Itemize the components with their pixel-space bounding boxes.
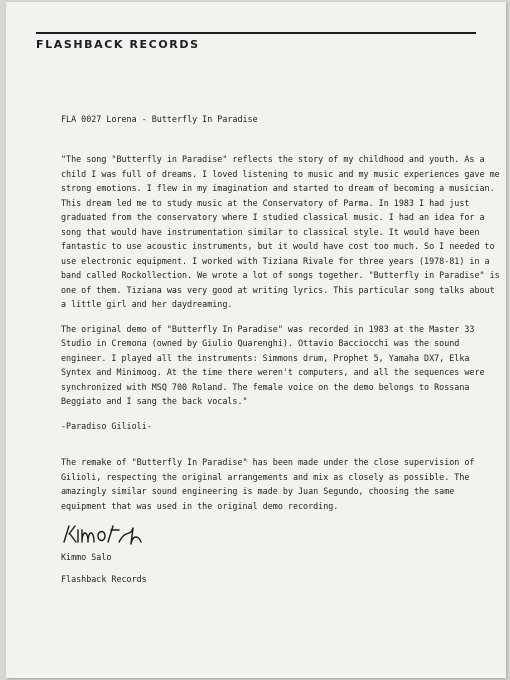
- letter-body: [61, 152, 501, 523]
- signer-name: Kimmo Salo: [61, 552, 112, 562]
- paragraph-quote-part1: "The song "Butterfly in Paradise" reflects the story of my childhood and youth. As a child I was full of dreams. I loved listening to music and my music experiences gave me strong emotions. I flew in my imagination and started to dream of becoming a musician. This dream led me to study music at the Conservatory of Parma. In 1983 I had just graduated from the conservatory where I studied classical music. I had an idea for a song that would have instrumentation similar to classical style. It would have been fantastic to use acoustic instruments, but it would have cost too much. So I needed to use electronic equipment. I worked with Tiziana Rivale for three years (1978-81) in a band called Rockollection. We wrote a lot of songs together. "Butterfly in Paradise" is one of them. Tiziana was very good at writing lyrics. This particular song talks about a little girl and her daydreaming.: [61, 154, 500, 309]
- handwritten-signature: [61, 522, 151, 546]
- letterhead: [36, 32, 476, 51]
- paragraph-quote-part2: The original demo of "Butterfly In Paradise" was recorded in 1983 at the Master 33 Studio in Cremona (owned by Giulio Quarenghi). Ottavio Bacciocchi was the sound engineer. I played all the instruments: Simmons drum, Prophet 5, Yamaha DX7, Elka Syntex and Minimoog. At the time there weren't computers, and all the sequences were synchronized with MSQ 700 Roland. The female voice on the demo belongs to Rossana Beggiato and I sang the back vocals.": [61, 323, 485, 406]
- letter-sheet: [6, 2, 506, 678]
- signature-block: [61, 522, 361, 584]
- signer-company: Flashback Records: [61, 574, 147, 584]
- quote-attribution: -Paradiso Gilioli-: [61, 420, 152, 431]
- catalog-reference: FLA 0027 Lorena - Butterfly In Paradise: [61, 114, 258, 124]
- paragraph-remake: The remake of "Butterfly In Paradise" has been made under the close supervision of Gilioli, respecting the original arrangements and mix as closely as possible. The amazingly similar sound engineering is made by Juan Segundo, choosing the same equipment that was used in the original demo recording.: [61, 457, 475, 511]
- brand-name: FLASHBACK RECORDS: [36, 38, 200, 51]
